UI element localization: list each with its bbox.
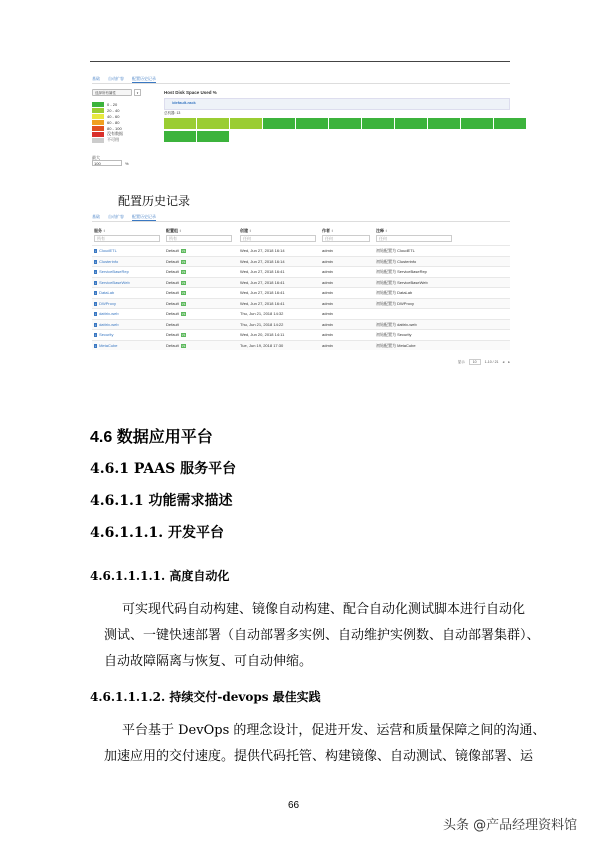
- filter-row: [92, 234, 510, 243]
- service-tag: •: [95, 322, 97, 327]
- legend-item: [92, 113, 123, 119]
- author-cell: admin: [322, 342, 333, 348]
- page-number: 66: [288, 800, 300, 811]
- group-cell: [166, 322, 179, 327]
- service-link[interactable]: MetaCube: [99, 342, 118, 348]
- service-link[interactable]: Security: [99, 332, 114, 337]
- heading-4-6-1-1-1: 4.6.1.1.1. 开发平台: [90, 525, 224, 541]
- group-cell: [166, 311, 186, 316]
- service-link[interactable]: Clusterinfo: [99, 258, 119, 264]
- group-name: Default: [166, 332, 179, 337]
- legend-swatch: [92, 114, 104, 119]
- select-all-button[interactable]: 选择所有属性: [92, 89, 132, 96]
- max-label: 最大: [92, 155, 100, 160]
- tab-divider: [92, 221, 510, 222]
- paragraph-line: 可实现代码自动构建、镜像自动构建、配合自动化测试脚本进行自动化: [122, 602, 526, 617]
- config-history-screenshot: [92, 214, 510, 370]
- service-cell[interactable]: [94, 332, 114, 337]
- version-badge: V1: [181, 270, 186, 274]
- filter-group[interactable]: 所有: [166, 235, 232, 242]
- group-name: Default: [166, 290, 179, 295]
- group-cell: [166, 280, 186, 285]
- created-cell: Wed, Jun 27, 2018 16:41: [240, 290, 285, 295]
- table-row[interactable]: [92, 287, 510, 297]
- filter-created[interactable]: 任何: [240, 235, 316, 242]
- note-cell: 初始配置为 Clusterinfo: [376, 258, 417, 264]
- pager-range: 1-10 / 21: [484, 360, 499, 364]
- chevron-down-icon[interactable]: ▾: [134, 89, 141, 96]
- created-cell: Thu, Jun 21, 2018 14:22: [240, 321, 284, 327]
- table-header: [92, 226, 510, 232]
- version-badge: V1: [181, 343, 186, 348]
- service-link[interactable]: DWProxy: [99, 300, 116, 306]
- tab-config-history[interactable]: 配置历史记录: [132, 76, 156, 81]
- version-badge: V1: [181, 259, 186, 264]
- group-name: Default: [166, 279, 179, 285]
- group-cell: [166, 332, 186, 337]
- service-link[interactable]: ServiceBaseWeb: [99, 279, 130, 285]
- paragraph-line: 自动故障隔离与恢复、可自动伸缩。: [104, 654, 313, 669]
- author-cell: admin: [322, 258, 333, 264]
- legend-swatch: [92, 108, 104, 113]
- group-name: Default: [166, 321, 179, 327]
- tab-basic[interactable]: 基础: [92, 214, 100, 219]
- author-cell: admin: [322, 279, 333, 285]
- legend-swatch: [92, 102, 104, 107]
- rack-title[interactable]: /default-rack: [172, 100, 196, 105]
- group-name: Default: [166, 300, 179, 306]
- group-cell: [166, 343, 186, 348]
- heading-devops: 4.6.1.1.1.2. 持续交付-devops 最佳实践: [90, 690, 321, 704]
- legend-item: [92, 107, 123, 113]
- host-cell[interactable]: [164, 118, 196, 129]
- service-cell[interactable]: [94, 301, 116, 306]
- group-name: Default: [166, 269, 179, 274]
- host-cell[interactable]: [329, 118, 361, 129]
- rack-total: 总机器: 13: [164, 111, 181, 115]
- version-badge: V1: [181, 333, 186, 337]
- paragraph-line: 平台基于 DevOps 的理念设计，促进开发、运营和质量保障之间的沟通、: [122, 723, 546, 738]
- service-cell[interactable]: [94, 311, 119, 316]
- group-name: Default: [166, 311, 179, 316]
- service-tag: •: [95, 280, 97, 285]
- pager-size-select[interactable]: 10: [469, 359, 481, 365]
- author-cell: admin: [322, 332, 333, 337]
- service-tag: •: [95, 259, 97, 264]
- rack-panel: [164, 98, 510, 110]
- author-cell: admin: [322, 321, 333, 327]
- disk-usage-screenshot: [92, 76, 510, 168]
- pagination: [458, 359, 510, 365]
- max-unit: %: [125, 161, 129, 166]
- filter-author[interactable]: 任何: [322, 235, 370, 242]
- service-tag: •: [95, 301, 97, 306]
- service-tag: •: [95, 249, 97, 253]
- version-badge: V1: [181, 280, 186, 285]
- created-cell: Tue, Jun 19, 2018 17:30: [240, 342, 284, 348]
- host-cell[interactable]: [395, 118, 427, 129]
- legend-label: 40 - 60: [107, 113, 120, 119]
- tabs: [92, 214, 156, 221]
- note-cell: 初始配置为 ServiceBaseRep: [376, 269, 427, 274]
- service-link[interactable]: dattrix-web: [99, 321, 119, 327]
- note-cell: 初始配置为 dattrix-web: [376, 321, 417, 327]
- table-row[interactable]: [92, 319, 510, 329]
- table-row[interactable]: [92, 266, 510, 276]
- legend-label: 60 - 80: [107, 119, 120, 125]
- created-cell: Wed, Jun 27, 2018 16:41: [240, 279, 285, 285]
- header-author[interactable]: 作者 ↕: [322, 228, 334, 233]
- legend-label: 80 - 100: [107, 125, 122, 131]
- legend-swatch: [92, 138, 104, 143]
- tab-autoscale[interactable]: 自动扩容: [108, 214, 124, 219]
- service-cell[interactable]: [94, 248, 117, 253]
- tabs: [92, 76, 156, 83]
- group-cell: [166, 248, 186, 253]
- host-cell[interactable]: [461, 118, 493, 129]
- chart-title: Host Disk Space Used %: [164, 90, 217, 95]
- group-cell: [166, 259, 186, 264]
- version-badge: V1: [181, 291, 186, 295]
- host-cell[interactable]: [428, 118, 460, 129]
- created-cell: Thu, Jun 21, 2018 14:32: [240, 311, 284, 316]
- service-link[interactable]: ServiceBaseRep: [99, 269, 129, 274]
- service-link[interactable]: DataLab: [99, 290, 115, 295]
- legend-swatch: [92, 120, 104, 125]
- legend-item: [92, 137, 123, 143]
- paragraph-line: 加速应用的交付速度。提供代码托管、构建镜像、自动测试、镜像部署、运: [104, 749, 534, 764]
- note-cell: 初始配置为 DataLab: [376, 290, 413, 295]
- author-cell: admin: [322, 300, 333, 306]
- paragraph-automation: [104, 597, 540, 675]
- table-row[interactable]: [92, 298, 510, 308]
- heading-automation: 4.6.1.1.1.1. 高度自动化: [90, 569, 230, 583]
- service-cell[interactable]: [94, 322, 119, 327]
- note-cell: 初始配置为 ServiceBaseWeb: [376, 279, 428, 285]
- pager-label: 显示: [457, 359, 465, 364]
- group-cell: [166, 290, 186, 295]
- group-name: Default: [166, 342, 179, 348]
- service-tag: •: [95, 312, 97, 316]
- service-cell[interactable]: [94, 269, 129, 274]
- header-service[interactable]: 服务 ↕: [94, 228, 106, 233]
- watermark: 头条 @产品经理资料馆: [443, 818, 578, 833]
- host-cell[interactable]: [296, 118, 328, 129]
- legend-label: 没有数据: [107, 131, 123, 136]
- paragraph-line: 测试、一键快速部署（自动部署多实例、自动维护实例数、自动部署集群）、: [104, 628, 540, 643]
- legend-swatch: [92, 132, 104, 137]
- service-link[interactable]: dattrix-web: [99, 311, 119, 316]
- version-badge: V1: [181, 312, 186, 316]
- created-cell: Wed, Jun 27, 2018 16:41: [240, 300, 285, 306]
- note-cell: 初始配置为 DWProxy: [376, 300, 414, 306]
- author-cell: admin: [322, 290, 333, 295]
- paragraph-devops: [104, 718, 546, 770]
- filter-service[interactable]: 所有: [94, 235, 160, 242]
- table-row[interactable]: [92, 340, 510, 350]
- service-cell[interactable]: [94, 290, 114, 295]
- created-cell: Wed, Jun 20, 2018 14:11: [240, 332, 285, 337]
- service-tag: •: [95, 343, 97, 348]
- legend-item: [92, 119, 123, 125]
- host-cell[interactable]: [362, 118, 394, 129]
- service-cell[interactable]: [94, 259, 118, 264]
- figure-caption: 配置历史记录: [118, 194, 191, 208]
- host-cell[interactable]: [263, 118, 295, 129]
- note-cell: 初始配置为 Security: [376, 332, 412, 337]
- host-cell[interactable]: [164, 131, 196, 142]
- author-cell: admin: [322, 311, 333, 316]
- group-cell: [166, 269, 186, 274]
- service-cell[interactable]: [94, 343, 118, 348]
- service-link[interactable]: CloudETL: [99, 248, 117, 253]
- host-cell[interactable]: [197, 131, 229, 142]
- service-cell[interactable]: [94, 280, 130, 285]
- version-badge: V1: [181, 249, 186, 253]
- created-cell: Wed, Jun 27, 2018 16:14: [240, 258, 285, 264]
- header-created[interactable]: 创建 ↕: [240, 228, 252, 233]
- prev-page-icon[interactable]: ◂: [502, 360, 505, 364]
- group-name: Default: [166, 258, 179, 264]
- tab-divider: [92, 83, 510, 84]
- note-cell: 初始配置为 CloudETL: [376, 248, 415, 253]
- created-cell: Wed, Jun 27, 2018 16:41: [240, 269, 285, 274]
- group-cell: [166, 301, 186, 306]
- table-row[interactable]: [92, 329, 510, 339]
- filter-note[interactable]: 任何: [376, 235, 452, 242]
- service-tag: •: [95, 270, 97, 274]
- author-cell: admin: [322, 269, 333, 274]
- heading-4-6-1: 4.6.1 PAAS 服务平台: [90, 461, 237, 477]
- note-cell: 初始配置为 MetaCube: [376, 342, 416, 348]
- legend-label: 20 - 40: [107, 107, 120, 113]
- header-rule: [90, 61, 510, 62]
- table-row[interactable]: [92, 256, 510, 266]
- service-tag: •: [95, 333, 97, 337]
- header-group[interactable]: 配置组 ↕: [166, 228, 182, 233]
- legend-label: 不可用: [107, 137, 119, 142]
- table-row[interactable]: [92, 245, 510, 255]
- heading-4-6: 4.6 数据应用平台: [90, 429, 213, 446]
- legend-swatch: [92, 126, 104, 131]
- group-name: Default: [166, 248, 179, 253]
- header-note[interactable]: 注释 ↕: [376, 228, 388, 233]
- service-tag: •: [95, 291, 97, 295]
- author-cell: admin: [322, 248, 333, 253]
- version-badge: V1: [181, 301, 186, 306]
- tab-basic[interactable]: 基础: [92, 76, 100, 81]
- tab-config-history[interactable]: 配置历史记录: [132, 214, 156, 219]
- created-cell: Wed, Jun 27, 2018 16:14: [240, 248, 285, 253]
- heatmap-legend: [92, 101, 123, 143]
- host-cell[interactable]: [494, 118, 526, 129]
- legend-label: 0 - 20: [107, 101, 118, 107]
- next-page-icon[interactable]: ▸: [508, 360, 510, 364]
- table-row[interactable]: [92, 308, 510, 318]
- host-cell[interactable]: [230, 118, 262, 129]
- heading-4-6-1-1: 4.6.1.1 功能需求描述: [90, 493, 233, 509]
- table-row[interactable]: [92, 277, 510, 287]
- host-cell[interactable]: [197, 118, 229, 129]
- tab-autoscale[interactable]: 自动扩容: [108, 76, 124, 81]
- max-input[interactable]: 100: [92, 160, 122, 166]
